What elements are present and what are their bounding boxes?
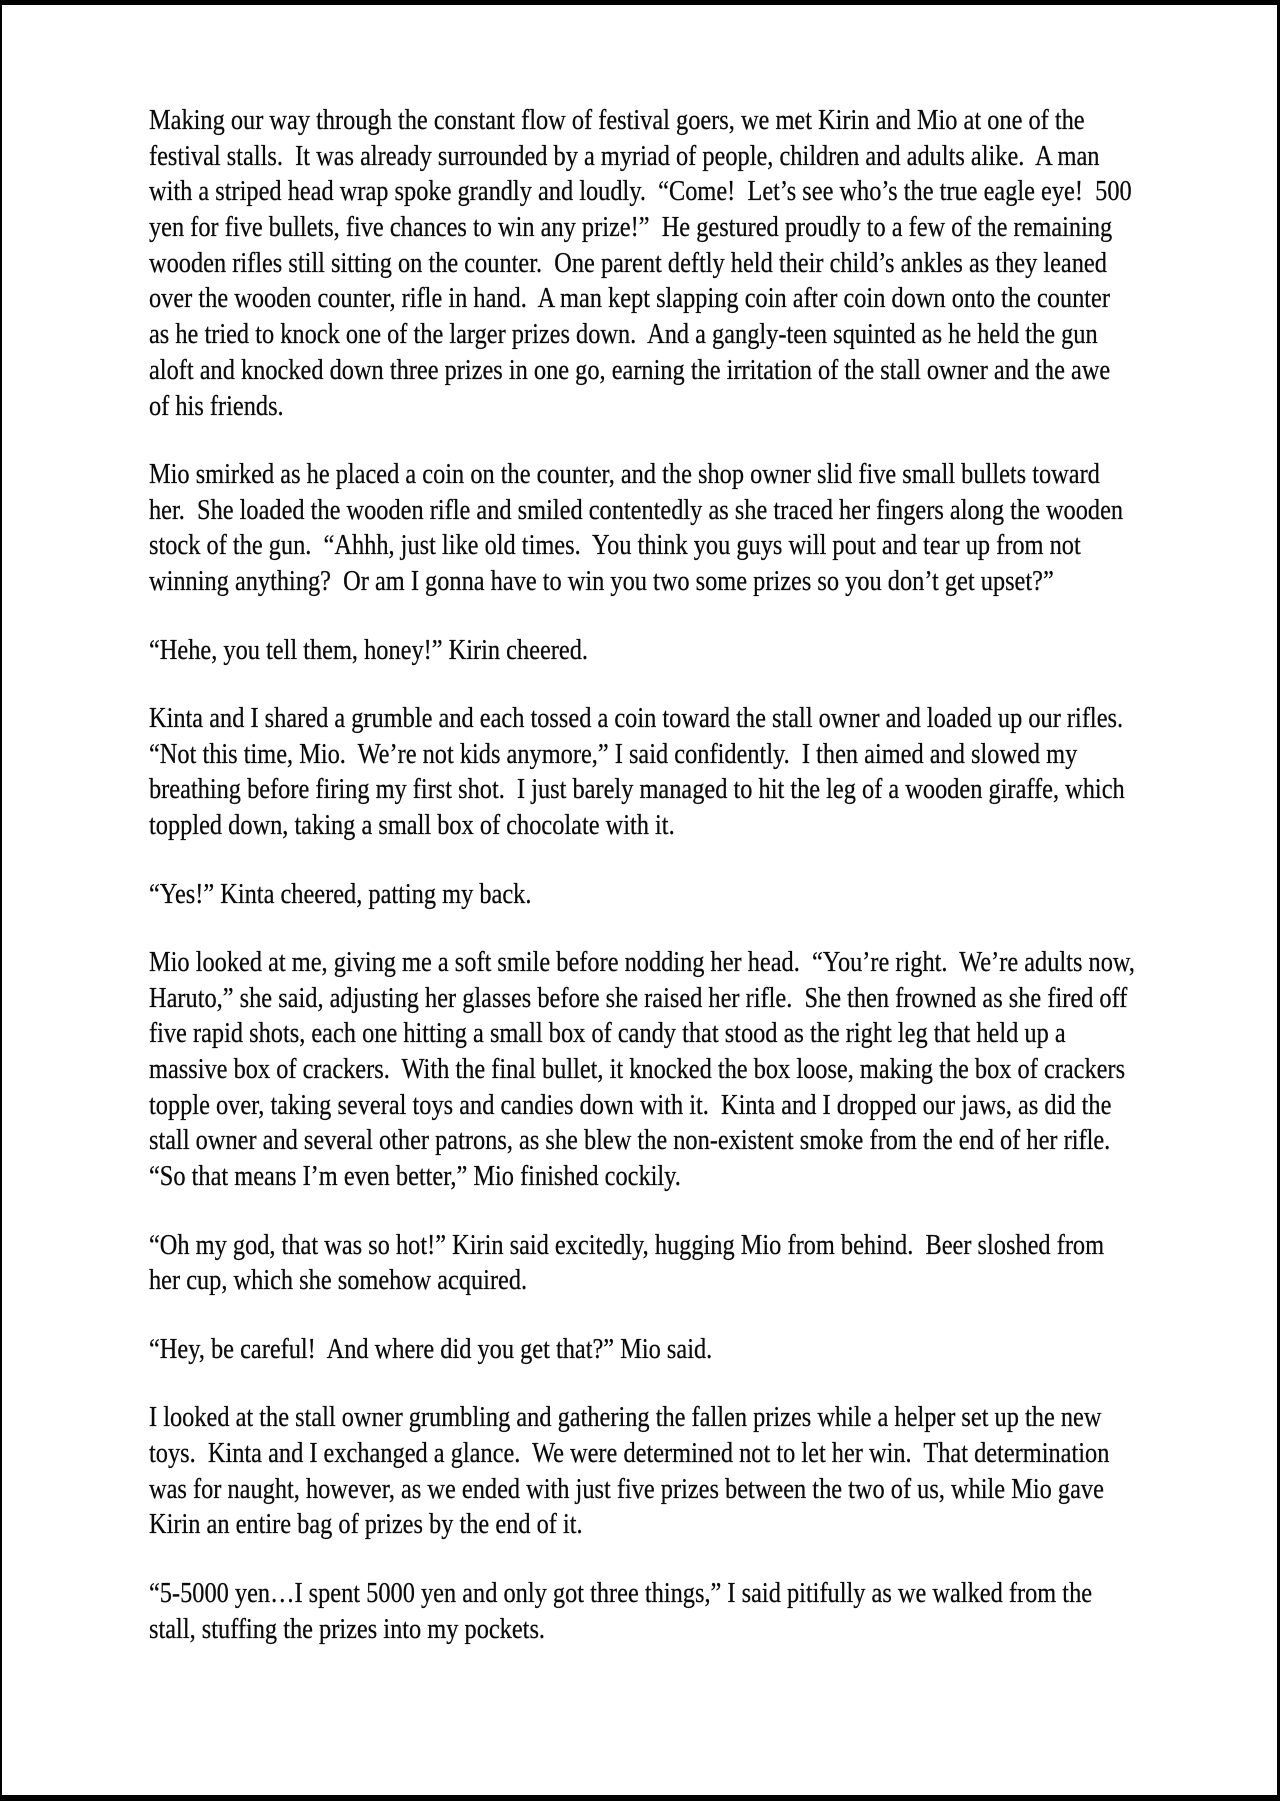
text-line: “So that means I’m even better,” Mio finished cockily. (149, 1160, 681, 1193)
text-line: over the wooden counter, rifle in hand. A man kept slapping coin after coin down onto the counter (149, 282, 1110, 315)
text-line: massive box of crackers. With the final bullet, it knocked the box loose, making the box of crackers (149, 1053, 1126, 1086)
text-line: Kirin an entire bag of prizes by the end of it. (149, 1508, 583, 1541)
text-line: I looked at the stall owner grumbling and gathering the fallen prizes while a helper set up the new (149, 1401, 1102, 1434)
text-line: Kinta and I shared a grumble and each tossed a coin toward the stall owner and loaded up our rifles. (149, 702, 1124, 735)
text-line: five rapid shots, each one hitting a small box of candy that stood as the right leg that held up a (149, 1017, 1066, 1050)
text-line: festival stalls. It was already surrounded by a myriad of people, children and adults alike. A man (149, 139, 1100, 172)
paragraph (149, 701, 1277, 844)
text-line: her cup, which she somehow acquired. (149, 1264, 528, 1297)
paragraph (149, 877, 1277, 913)
text-line: “5-5000 yen…I spent 5000 yen and only got three things,” I said pitifully as we walked from the (149, 1576, 1093, 1609)
text-line: aloft and knocked down three prizes in one go, earning the irritation of the stall owner and the awe (149, 353, 1111, 386)
paragraph (149, 1576, 1277, 1647)
text-line: “Hehe, you tell them, honey!” Kirin cheered. (149, 633, 588, 666)
story-text (2, 5, 1277, 1647)
text-line: Mio looked at me, giving me a soft smile before nodding her head. “You’re right. We’re adults now, (149, 946, 1135, 979)
paragraph (149, 1228, 1277, 1299)
text-line: wooden rifles still sitting on the counter. One parent deftly held their child’s ankles as they leaned (149, 246, 1107, 279)
paragraph (149, 1332, 1277, 1368)
text-line: “Not this time, Mio. We’re not kids anymore,” I said confidently. I then aimed and slowed my (149, 737, 1078, 770)
paragraph (149, 103, 1277, 424)
text-line: “Hey, be careful! And where did you get that?” Mio said. (149, 1332, 713, 1365)
text-line: as he tried to knock one of the larger prizes down. And a gangly-teen squinted as he held the gun (149, 318, 1098, 351)
text-line: winning anything? Or am I gonna have to win you two some prizes so you don’t get upset?” (149, 565, 1054, 598)
paragraph (149, 945, 1277, 1195)
text-line: Mio smirked as he placed a coin on the counter, and the shop owner slid five small bullets toward (149, 457, 1100, 490)
text-line: yen for five bullets, five chances to win any prize!” He gestured proudly to a few of the remaining (149, 211, 1113, 244)
text-line: her. She loaded the wooden rifle and smiled contentedly as she traced her fingers along the wooden (149, 493, 1124, 526)
text-line: stall, stuffing the prizes into my pockets. (149, 1612, 546, 1645)
text-line: breathing before firing my first shot. I just barely managed to hit the leg of a wooden giraffe, which (149, 773, 1125, 806)
paragraph (149, 457, 1277, 600)
text-line: “Yes!” Kinta cheered, patting my back. (149, 877, 532, 910)
text-line: with a striped head wrap spoke grandly and loudly. “Come! Let’s see who’s the true eagle eye! 500 (149, 175, 1132, 208)
text-line: stall owner and several other patrons, as she blew the non-existent smoke from the end of her rifle. (149, 1124, 1111, 1157)
paragraph (149, 633, 1277, 669)
text-line: topple over, taking several toys and candies down with it. Kinta and I dropped our jaws, as did the (149, 1088, 1112, 1121)
text-line: stock of the gun. “Ahhh, just like old times. You think you guys will pout and tear up from not (149, 529, 1081, 562)
text-line: toys. Kinta and I exchanged a glance. We were determined not to let her win. That determination (149, 1437, 1110, 1469)
paragraph (149, 1400, 1277, 1543)
text-line: was for naught, however, as we ended with just five prizes between the two of us, while Mio gave (149, 1472, 1104, 1505)
text-line: of his friends. (149, 389, 284, 422)
text-line: Making our way through the constant flow of festival goers, we met Kirin and Mio at one of the (149, 104, 1085, 136)
text-line: “Oh my god, that was so hot!” Kirin said excitedly, hugging Mio from behind. Beer sloshed from (149, 1228, 1105, 1261)
text-line: toppled down, taking a small box of chocolate with it. (149, 809, 675, 842)
text-line: Haruto,” she said, adjusting her glasses before she raised her rifle. She then frowned as she fired off (149, 981, 1128, 1014)
